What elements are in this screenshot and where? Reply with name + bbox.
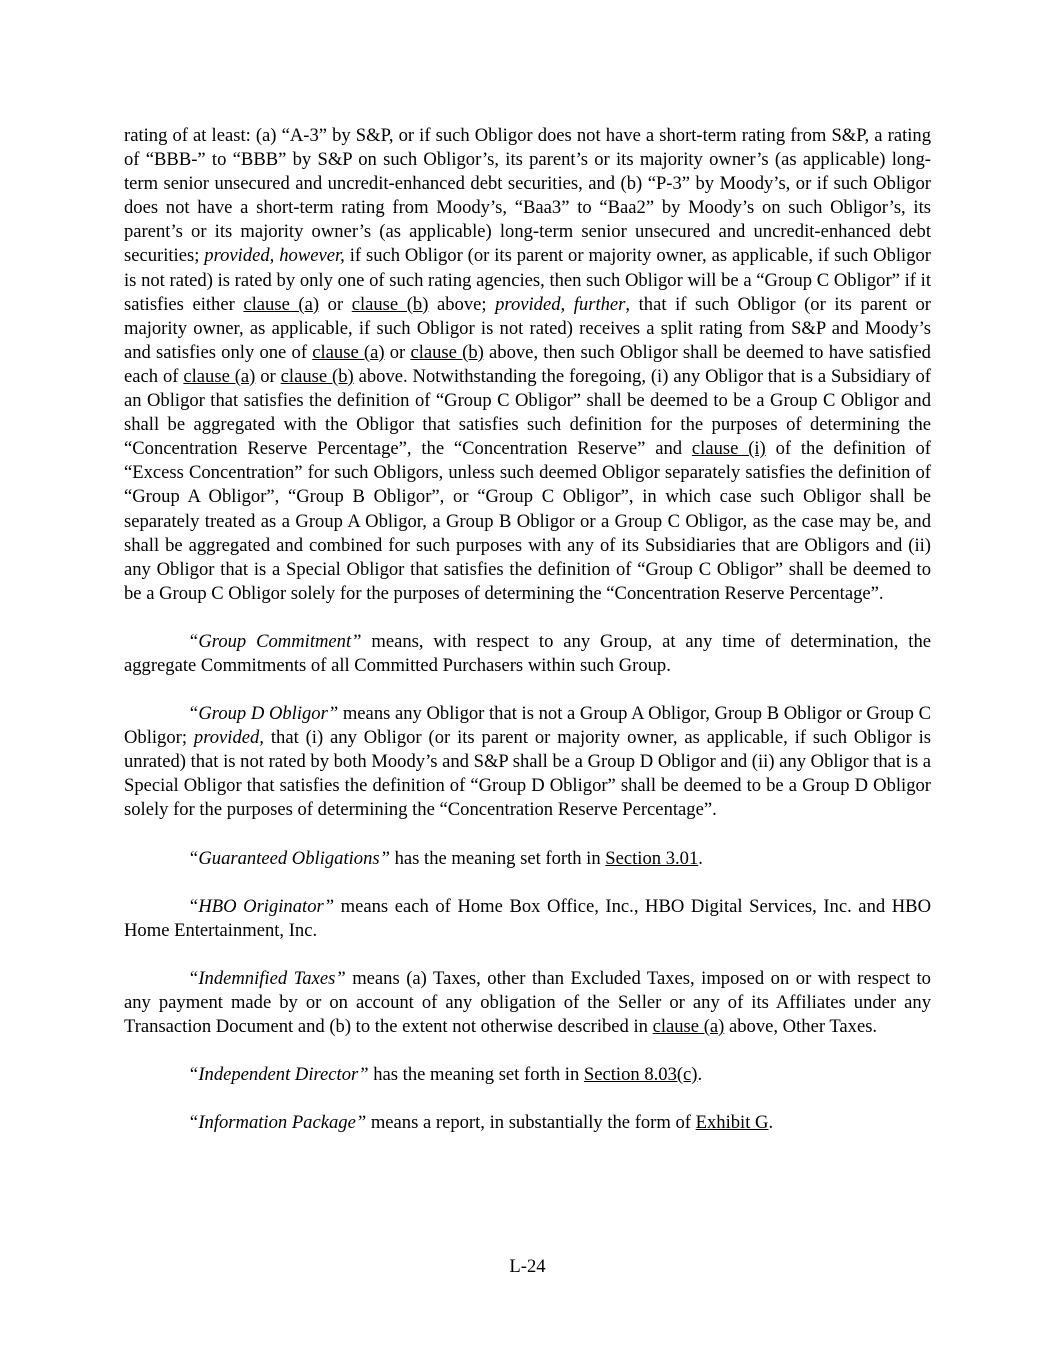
text-run: above. Notwithstanding the foregoing, (i) any Obligor that is a Subsidiary of an Obligor that satisfies the definition of “Group C Obligor” shall be deemed to be a Group C Obligor and shall be aggregated with the Obligor that satisfies such definition for the purposes of determining the “Concentration Reserve Percentage”, the “Concentration Reserve” and xyxy=(124,365,931,460)
definition-indemnified-taxes xyxy=(124,967,931,1039)
definition-text: . xyxy=(698,847,703,869)
text-run: rating of at least: (a) “A-3” by S&P, or if such Obligor does not have a short-term rating from S&P, a rating of “BBB-” to “BBB” by S&P on such Obligor’s, its parent’s or its majority owner’s (as applicable) long-term senior unsecured and uncredit-enhanced debt securities, and (b) “P-3” by Moody’s, or if such Obligor does not have a short-term rating from Moody’s, “Baa3” to “Baa2” by Moody’s on such Obligor’s, its parent’s or its majority owner’s (as applicable) long-term senior unsecured and uncredit-enhanced debt securities; xyxy=(124,125,931,267)
text-run: or xyxy=(384,341,411,363)
text-run: , that if such Obligor (or its parent or majority owner, as applicable, if such Obligor is not rated) receives a split rating from S&P and Moody’s and satisfies only one of xyxy=(124,293,931,363)
clause-reference: clause (a) xyxy=(183,365,256,387)
definition-hbo-originator xyxy=(124,895,931,943)
definition-independent-director xyxy=(124,1063,931,1087)
defined-term: “Group Commitment” xyxy=(188,630,362,652)
text-run: above; xyxy=(428,293,496,315)
definition-text: above, Other Taxes. xyxy=(724,1016,878,1037)
definition-text: means (a) Taxes, other than Excluded Taxes, imposed on or with respect to any payment made by or on account of any obligation of the Seller or any of its Affiliates under any Transaction Document and (b) to the extent not otherwise described in xyxy=(124,967,931,1037)
section-reference: Section 3.01 xyxy=(605,847,699,869)
definition-text: has the meaning set forth in xyxy=(389,847,606,869)
clause-reference: clause (b) xyxy=(410,341,484,363)
definition-text: . xyxy=(768,1112,774,1134)
clause-reference: clause (i) xyxy=(691,438,766,460)
definition-text: . xyxy=(697,1064,703,1086)
defined-term: “Independent Director” xyxy=(188,1064,369,1086)
clause-reference: clause (a) xyxy=(312,341,385,363)
definition-text: means any Obligor that is not a Group A Obligor, Group B Obligor or Group C Obligor; xyxy=(124,703,931,749)
clause-reference: clause (a) xyxy=(243,293,320,315)
exhibit-reference: Exhibit G xyxy=(695,1112,769,1134)
page-number: L-24 xyxy=(509,1256,546,1277)
text-run: of the definition of “Excess Concentration” for such Obligors, unless such deemed Obligor separately satisfies the definition of “Group A Obligor”, “Group B Obligor”, or “Group C Obligor”, in which case such Obligor shall be separately treated as a Group A Obligor, a Group B Obligor or a Group C Obligor, as the case may be, and shall be aggregated and combined for such purposes with any of its Subsidiaries that are Obligors and (ii) any Obligor that is a Special Obligor that satisfies the definition of “Group C Obligor” shall be deemed to be a Group C Obligor solely for the purposes of determining the “Concentration Reserve Percentage”. xyxy=(124,438,931,604)
text-run: if such Obligor (or its parent or majority owner, as applicable, if such Obligor is not rated) is rated by only one of such rating agencies, then such Obligor will be a “Group C Obligor” if it satisfies either xyxy=(124,245,932,315)
definition-group-commitment xyxy=(124,630,931,678)
text-run: or xyxy=(255,365,281,387)
definition-text: means each of Home Box Office, Inc., HBO Digital Services, Inc. and HBO Home Entertainment, Inc. xyxy=(124,895,931,941)
clause-reference: clause (b) xyxy=(351,293,429,315)
defined-term: “HBO Originator” xyxy=(188,895,335,917)
text-run: or xyxy=(319,293,352,315)
definition-group-d-obligor xyxy=(124,702,931,822)
definition-guaranteed-obligations xyxy=(124,847,931,871)
definition-text: means, with respect to any Group, at any time of determination, the aggregate Commitments of all Committed Purchasers within such Group. xyxy=(124,630,931,676)
clause-reference: clause (a) xyxy=(652,1016,725,1037)
clause-reference: clause (b) xyxy=(280,365,354,387)
definition-text: that (i) any Obligor (or its parent or majority owner, as applicable, if such Obligor is unrated) that is not rated by both Moody’s and S&P shall be a Group D Obligor and (ii) any Obligor that is a Special Obligor that satisfies the definition of “Group D Obligor” shall be deemed to be a Group D Obligor solely for the purposes of determining the “Concentration Reserve Percentage”. xyxy=(124,727,931,821)
defined-term: “Information Package” xyxy=(188,1112,367,1134)
italic-proviso: provided, xyxy=(193,727,264,749)
text-run: above, then such Obligor shall be deemed to have satisfied each of xyxy=(124,341,931,387)
defined-term: “Guaranteed Obligations” xyxy=(188,847,390,869)
section-reference: Section 8.03(c) xyxy=(583,1064,698,1086)
definition-text: means a report, in substantially the form of xyxy=(366,1112,696,1134)
defined-term: “Group D Obligor” xyxy=(188,703,339,725)
document-body xyxy=(124,124,931,1159)
defined-term: “Indemnified Taxes” xyxy=(188,967,346,989)
group-c-obligor-continuation-paragraph xyxy=(124,124,931,606)
definition-information-package xyxy=(124,1111,931,1135)
italic-proviso: provided, further xyxy=(495,293,626,315)
definition-text: has the meaning set forth in xyxy=(368,1064,584,1086)
italic-proviso: provided, however, xyxy=(204,245,345,267)
